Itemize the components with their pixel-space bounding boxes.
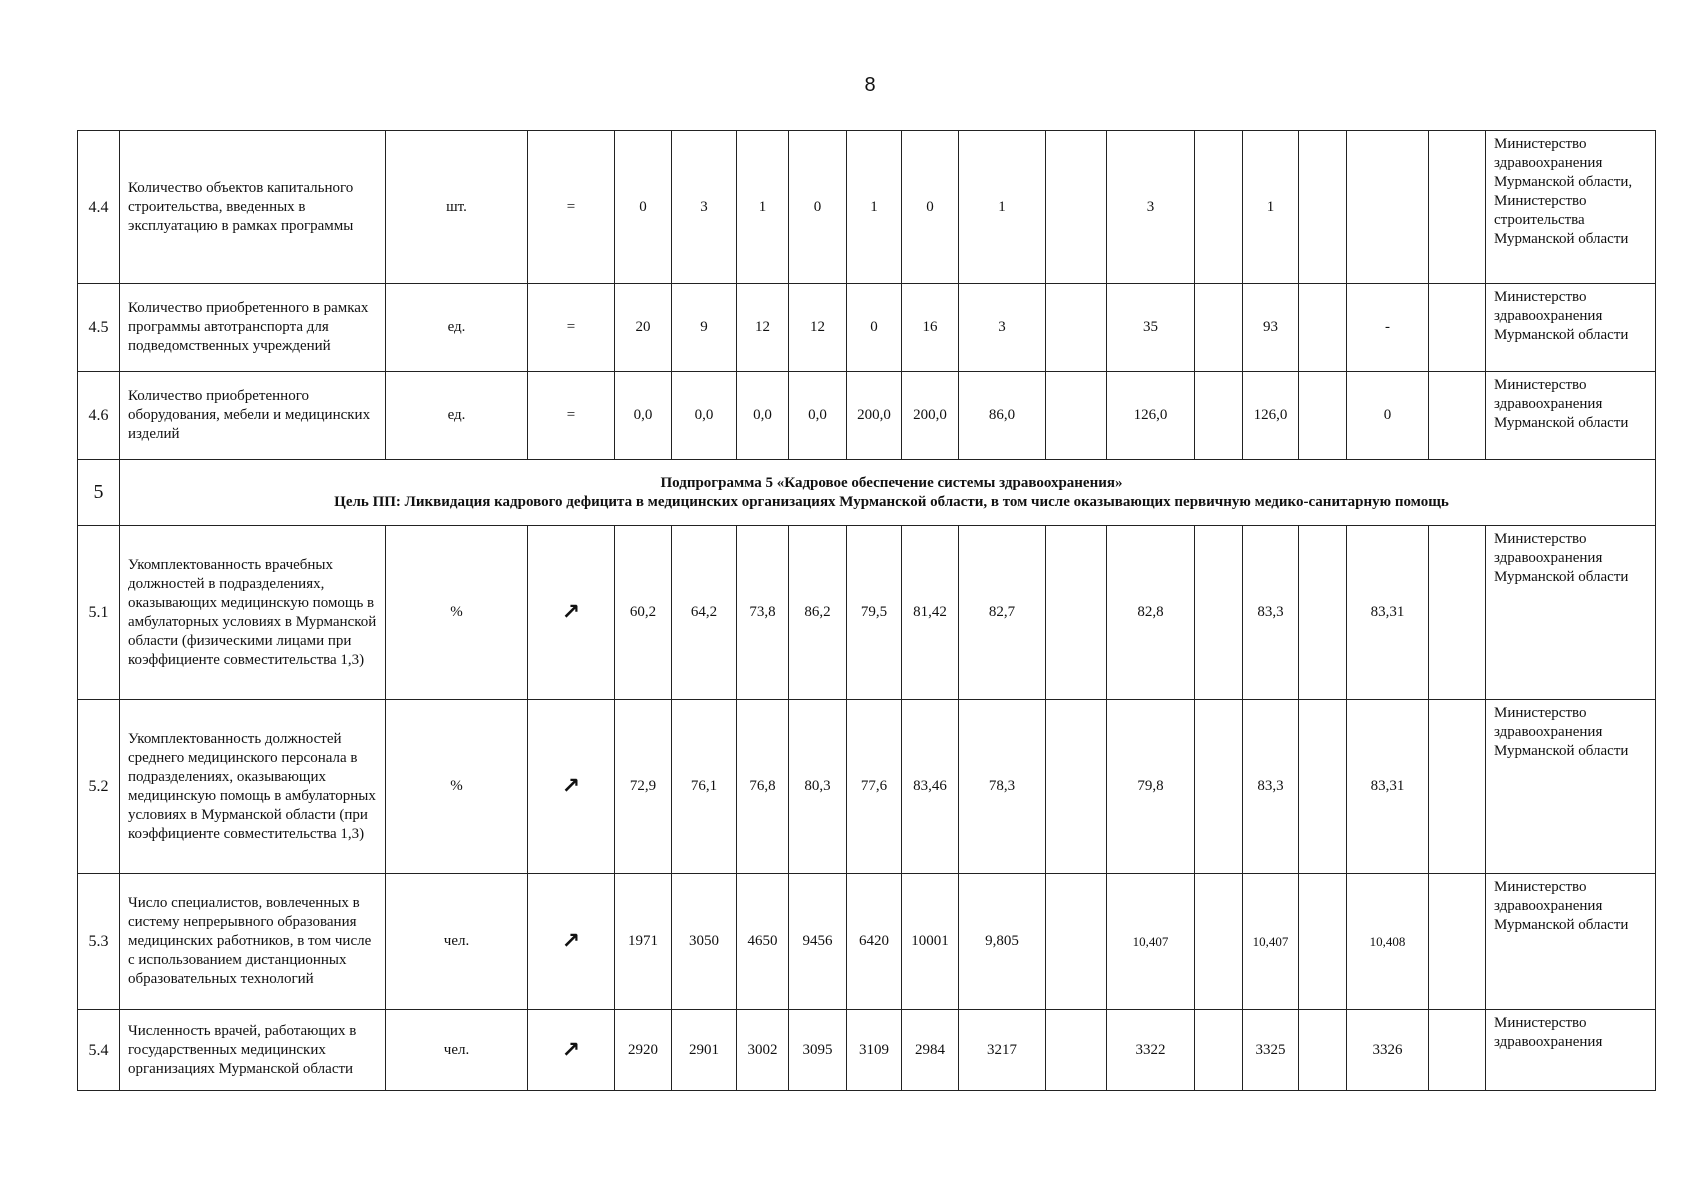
value-cell: 126,0 — [1107, 372, 1195, 460]
value-cell: 83,46 — [902, 700, 959, 874]
unit-cell: % — [386, 700, 528, 874]
value-cell: 0 — [902, 131, 959, 284]
table-row — [78, 284, 1656, 372]
responsible-org: Министерство здравоохранения Мурманской области — [1486, 526, 1656, 700]
value-cell — [1299, 372, 1347, 460]
value-cell: 3 — [959, 284, 1046, 372]
subprogram-number: 5 — [78, 460, 120, 526]
value-cell: 0,0 — [672, 372, 737, 460]
value-cell: 20 — [615, 284, 672, 372]
direction-cell: = — [528, 131, 615, 284]
value-cell: 10,408 — [1347, 874, 1429, 1010]
table-row — [78, 526, 1656, 700]
value-cell: 1 — [1243, 131, 1299, 284]
value-cell — [1429, 1010, 1486, 1091]
table-row — [78, 372, 1656, 460]
value-cell: 0,0 — [789, 372, 847, 460]
value-cell: - — [1347, 284, 1429, 372]
value-cell: 9 — [672, 284, 737, 372]
responsible-org: Министерство здравоохранения — [1486, 1010, 1656, 1091]
trend-up-icon: ↗ — [528, 526, 615, 700]
responsible-org: Министерство здравоохранения Мурманской области — [1486, 874, 1656, 1010]
value-cell: 0,0 — [737, 372, 789, 460]
indicator-name: Число специалистов, вовлеченных в систему непрерывного образования медицинских работников, в том числе с использованием дистанционных образовательных технологий — [120, 874, 386, 1010]
row-number: 4.6 — [78, 372, 120, 460]
value-cell: 0 — [847, 284, 902, 372]
responsible-org: Министерство здравоохранения Мурманской области — [1486, 700, 1656, 874]
value-cell — [1299, 874, 1347, 1010]
row-number: 5.4 — [78, 1010, 120, 1091]
value-cell — [1429, 874, 1486, 1010]
value-cell: 10,407 — [1107, 874, 1195, 1010]
value-cell — [1429, 284, 1486, 372]
indicator-name: Количество приобретенного оборудования, мебели и медицинских изделий — [120, 372, 386, 460]
table-row — [78, 1010, 1656, 1091]
subprogram-goal: Цель ПП: Ликвидация кадрового дефицита в медицинских организациях Мурманской области, в том числе оказывающих первичную медико-санитарную помощь — [334, 493, 1449, 510]
value-cell: 1 — [737, 131, 789, 284]
unit-cell: ед. — [386, 284, 528, 372]
value-cell: 83,31 — [1347, 700, 1429, 874]
value-cell: 12 — [737, 284, 789, 372]
value-cell — [1046, 284, 1107, 372]
value-cell: 83,3 — [1243, 700, 1299, 874]
value-cell: 93 — [1243, 284, 1299, 372]
value-cell — [1299, 284, 1347, 372]
row-number: 5.1 — [78, 526, 120, 700]
value-cell: 0 — [1347, 372, 1429, 460]
table-row — [78, 874, 1656, 1010]
unit-cell: шт. — [386, 131, 528, 284]
value-cell: 83,3 — [1243, 526, 1299, 700]
table-row — [78, 700, 1656, 874]
value-cell: 3217 — [959, 1010, 1046, 1091]
value-cell — [1195, 372, 1243, 460]
value-cell: 72,9 — [615, 700, 672, 874]
value-cell: 86,0 — [959, 372, 1046, 460]
unit-cell: чел. — [386, 1010, 528, 1091]
value-cell — [1429, 700, 1486, 874]
row-number: 4.4 — [78, 131, 120, 284]
value-cell: 0 — [615, 131, 672, 284]
unit-cell: ед. — [386, 372, 528, 460]
value-cell: 77,6 — [847, 700, 902, 874]
value-cell: 76,1 — [672, 700, 737, 874]
value-cell: 3050 — [672, 874, 737, 1010]
unit-cell: чел. — [386, 874, 528, 1010]
row-number: 4.5 — [78, 284, 120, 372]
value-cell: 82,7 — [959, 526, 1046, 700]
value-cell: 60,2 — [615, 526, 672, 700]
row-number: 5.2 — [78, 700, 120, 874]
value-cell: 6420 — [847, 874, 902, 1010]
value-cell — [1299, 526, 1347, 700]
value-cell — [1195, 131, 1243, 284]
direction-cell: = — [528, 284, 615, 372]
indicators-table — [77, 130, 1656, 1091]
indicator-name: Укомплектованность должностей среднего медицинского персонала в подразделениях, оказывающих медицинскую помощь в амбулаторных условиях в Мурманской области (при коэффициенте совместительства 1,3) — [120, 700, 386, 874]
value-cell: 1971 — [615, 874, 672, 1010]
row-number: 5.3 — [78, 874, 120, 1010]
trend-up-icon: ↗ — [528, 1010, 615, 1091]
indicator-name: Количество объектов капитального строительства, введенных в эксплуатацию в рамках программы — [120, 131, 386, 284]
value-cell — [1429, 131, 1486, 284]
value-cell: 4650 — [737, 874, 789, 1010]
value-cell: 16 — [902, 284, 959, 372]
trend-up-icon: ↗ — [528, 700, 615, 874]
value-cell: 200,0 — [847, 372, 902, 460]
value-cell: 64,2 — [672, 526, 737, 700]
value-cell — [1299, 131, 1347, 284]
value-cell: 83,31 — [1347, 526, 1429, 700]
direction-cell: = — [528, 372, 615, 460]
value-cell — [1299, 1010, 1347, 1091]
value-cell: 3 — [1107, 131, 1195, 284]
value-cell: 73,8 — [737, 526, 789, 700]
value-cell: 200,0 — [902, 372, 959, 460]
value-cell: 35 — [1107, 284, 1195, 372]
value-cell: 3095 — [789, 1010, 847, 1091]
value-cell — [1347, 131, 1429, 284]
value-cell: 79,5 — [847, 526, 902, 700]
value-cell — [1195, 284, 1243, 372]
trend-up-icon: ↗ — [528, 874, 615, 1010]
subprogram-row — [78, 460, 1656, 526]
value-cell — [1429, 526, 1486, 700]
page-number: 8 — [864, 74, 876, 96]
value-cell: 2901 — [672, 1010, 737, 1091]
value-cell — [1429, 372, 1486, 460]
responsible-org: Министерство здравоохранения Мурманской области, Министерство строительства Мурманской области — [1486, 131, 1656, 284]
value-cell: 3109 — [847, 1010, 902, 1091]
value-cell: 80,3 — [789, 700, 847, 874]
value-cell: 9456 — [789, 874, 847, 1010]
value-cell: 3322 — [1107, 1010, 1195, 1091]
table-row — [78, 131, 1656, 284]
value-cell: 78,3 — [959, 700, 1046, 874]
value-cell: 12 — [789, 284, 847, 372]
value-cell — [1195, 526, 1243, 700]
indicator-name: Количество приобретенного в рамках программы автотранспорта для подведомственных учреждений — [120, 284, 386, 372]
value-cell: 126,0 — [1243, 372, 1299, 460]
value-cell: 10,407 — [1243, 874, 1299, 1010]
value-cell — [1046, 874, 1107, 1010]
value-cell — [1195, 1010, 1243, 1091]
value-cell — [1195, 874, 1243, 1010]
value-cell: 2920 — [615, 1010, 672, 1091]
value-cell: 0 — [789, 131, 847, 284]
value-cell: 79,8 — [1107, 700, 1195, 874]
value-cell: 1 — [959, 131, 1046, 284]
unit-cell: % — [386, 526, 528, 700]
value-cell — [1046, 131, 1107, 284]
value-cell — [1046, 1010, 1107, 1091]
value-cell: 3325 — [1243, 1010, 1299, 1091]
value-cell — [1046, 372, 1107, 460]
value-cell: 0,0 — [615, 372, 672, 460]
value-cell: 81,42 — [902, 526, 959, 700]
value-cell: 3326 — [1347, 1010, 1429, 1091]
value-cell — [1195, 700, 1243, 874]
indicator-name: Численность врачей, работающих в государственных медицинских организациях Мурманской области — [120, 1010, 386, 1091]
subprogram-header — [120, 460, 1656, 526]
responsible-org: Министерство здравоохранения Мурманской области — [1486, 372, 1656, 460]
subprogram-title: Подпрограмма 5 «Кадровое обеспечение системы здравоохранения» — [660, 474, 1123, 491]
value-cell: 3002 — [737, 1010, 789, 1091]
value-cell — [1299, 700, 1347, 874]
value-cell: 82,8 — [1107, 526, 1195, 700]
value-cell: 76,8 — [737, 700, 789, 874]
value-cell: 3 — [672, 131, 737, 284]
indicator-name: Укомплектованность врачебных должностей в подразделениях, оказывающих медицинскую помощь в амбулаторных условиях в Мурманской области (физическими лицами при коэффициенте совместительства 1,3) — [120, 526, 386, 700]
value-cell — [1046, 526, 1107, 700]
value-cell: 1 — [847, 131, 902, 284]
value-cell — [1046, 700, 1107, 874]
value-cell: 9,805 — [959, 874, 1046, 1010]
value-cell: 2984 — [902, 1010, 959, 1091]
responsible-org: Министерство здравоохранения Мурманской области — [1486, 284, 1656, 372]
value-cell: 86,2 — [789, 526, 847, 700]
value-cell: 10001 — [902, 874, 959, 1010]
